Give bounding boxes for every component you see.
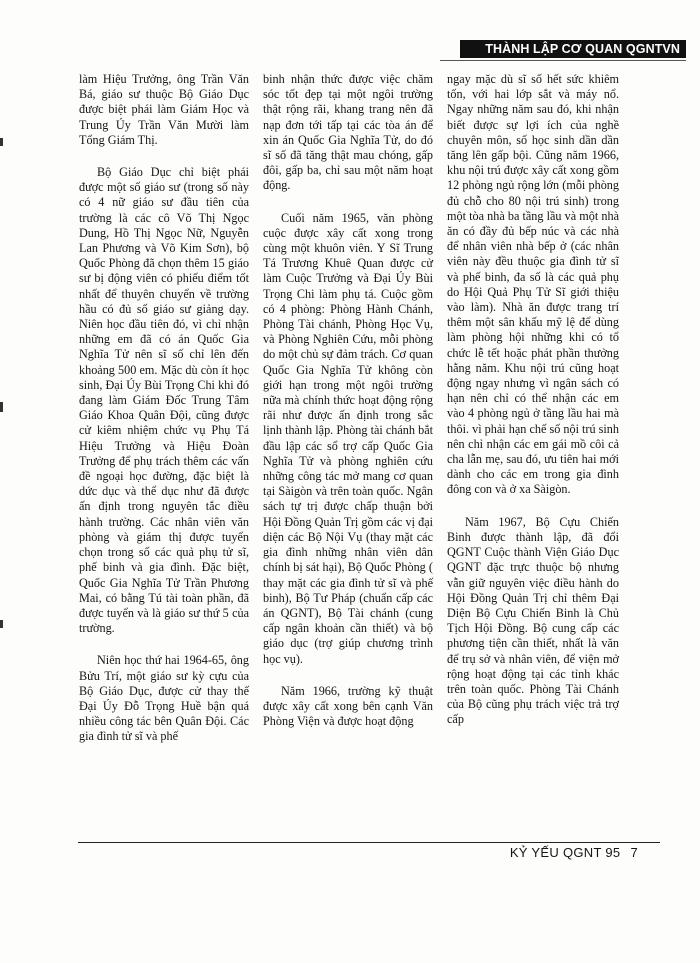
paragraph: làm Hiệu Trưởng, ông Trần Văn Bá, giáo sư thuộc Bộ Giáo Dục được biệt phái làm Giám Học và Trung Úy Trần Văn Mười làm Tổng Giám Thị.	[79, 72, 249, 147]
paragraph: Năm 1966, trường kỹ thuật được xây cất xong bên cạnh Văn Phòng Viện và được hoạt động	[263, 683, 433, 729]
scan-edge-mark	[0, 620, 3, 628]
paragraph: Bộ Giáo Dục chỉ biệt phái được một số giáo sư (trong số này có 4 nữ giáo sư đầu tiên của trường là các cô Võ Thị Ngọc Dung, Hồ Thị Ngọc Nữ, Nguyễn Lan Phương và Võ Kim Sơn), bộ Quốc Phòng đã chọn thêm 15 giáo sư bị động viên có phiếu điểm tốt nhất để thuyên chuyển về trường hầu có đủ số giáo sư giảng dạy. Niên học đầu tiên đó, vì chỉ nhận những em đã có án Quốc Gia Nghĩa Tử nên sĩ số chỉ lên đến khoảng 500 em. Mặc dù còn ít học sinh, Đại Úy Bùi Trọng Chi khi đó đang làm Giám Đốc Trung Tâm Giáo Khoa Quân Đội, cũng được cử kiêm nhiệm chức vụ Phụ Tá Hiệu Trưởng và Hiệu Đoàn Trưởng để phụ trách thêm các vấn đề ngoại học đường, đặc biệt là dức dục và thể dục như đã được ấn định trong nguyên tắc điều hành trường. Các nhân viên văn phòng và giám thị được tuyển chọn trong số các quả phụ tử sĩ, phế binh và gia đình. Đặc biệt, Quốc Gia Nghĩa Tử Trần Phương Mai, có bằng Tú tài toàn phần, đã được tuyển và là giáo sư thứ 5 của trường.	[79, 165, 249, 636]
header-rule	[440, 60, 686, 61]
paragraph: Cuối năm 1965, văn phòng cuộc được xây cất xong trong cùng một khuôn viên. Y Sĩ Trung Tá Trương Khuê Quan được cử làm Cuộc Trưởng và Đại Úy Bùi Trọng Chi làm phụ tá. Cuộc gồm có 4 phòng: Phòng Hành Chánh, Phòng Tài chánh, Phòng Học Vụ, và Phòng Nghiên Cứu, mỗi phòng do một chủ sự đảm trách. Cơ quan Quốc Gia Nghĩa Tử không còn giới hạn trong một ngôi trường nữa mà chính thức hoạt động rộng rãi như được ấn định trong sắc lịnh thành lập. Phòng tài chánh bắt đầu lập các sổ trợ cấp Quốc Gia Nghĩa Tử và phòng nghiên cứu những công tác mở mang cơ quan tại Sàigòn và trên toàn quốc. Ngân sách tự trị được chấp thuận bởi Hội Đồng Quản Trị gồm các vị đại diện các Bộ Nội Vụ (thay mặt các gia đình những nhân viên dân chính bị sát hại), Bộ Quốc Phòng ( thay mặt các gia đình tử sĩ và phế binh), Bộ Tư Pháp (chuẩn cấp các án QGNT), Bộ Tài chánh (cung cấp ngân khoản cần thiết) và bộ giáo dục (trợ giúp chương trình học vụ).	[263, 210, 433, 666]
text-column-2	[263, 72, 433, 746]
paragraph: binh nhận thức được việc chăm sóc tốt đẹp tại một ngôi trường thật rộng rãi, khang trang nên đã nạp đơn tới tấp tại các tòa án để xin án Quốc Gia Nghĩa Tử, do đó sĩ số đã tăng thật mau chóng, gấp đôi, gấp ba, chỉ sau một năm hoạt động.	[263, 72, 433, 193]
section-header: THÀNH LẬP CƠ QUAN QGNTVN	[460, 40, 686, 58]
footer-rule	[78, 842, 660, 843]
paragraph: Năm 1967, Bộ Cựu Chiến Binh được thành lập, đã đổi QGNT Cuộc thành Viện Giáo Dục QGNT đặc trực thuộc bộ nhưng vẫn giữ nguyên việc điều hành do Hội Đồng Quản Trị chỉ thêm Đại Diện Bộ Cựu Chiến Binh là Chủ Tịch Hội Đồng. Bộ cung cấp các phương tiện cần thiết, nhất là văn để trụ sở và nhân viên, để viện mở rộng hoạt động tại các tỉnh khác trên toàn quốc. Phòng Tài Chánh của Bộ cũng phụ trách việc trả trợ cấp	[447, 514, 619, 727]
scan-edge-mark	[0, 138, 3, 146]
page-footer	[510, 845, 638, 860]
paragraph: ngay mặc dù sĩ số hết sức khiêm tốn, với hai lớp sắt và máy nổ. Ngay những năm sau đó, khi nhận biết được sự lợi ích của nghề chuyên môn, số học sinh dần dần tăng lên gấp bội. Cũng năm 1966, khu nội trú được xây cất xong gồm 12 phòng ngủ rộng lớn (mỗi phòng đủ chỗ cho 80 nội trú sinh) trong một tòa nhà ba tầng lầu và một nhà ăn có đầy đủ bếp núc và các nhà để nhân viên nhà bếp ở (các nhân viên này đều thuộc gia đình tử sĩ và phế binh, đa số là các quả phụ do Hội Quả Phụ Tử Sĩ giới thiệu vào làm). Nhà ăn được trang trí thêm một sân khấu mỹ lệ để dùng làm phòng hội những khi có tổ chức lễ tết hoặc phát phần thưởng hằng năm. Khu nội trú cũng hoạt động ngay nhưng vì ngân sách có hạn nên chỉ có thể nhận các em vào 4 phòng ngủ ở tầng lầu hai mà thôi. vì phải hạn chế số nội trú sinh nên chỉ nhận các em gái mồ côi cả cha lẫn mẹ, sau đó, ưu tiên hai mới dành cho các em trong gia đình đông con và ở xa Sàigòn.	[447, 72, 619, 497]
page-number: 7	[630, 845, 638, 860]
scan-edge-mark	[0, 402, 3, 412]
paragraph: Niên học thứ hai 1964-65, ông Bửu Trí, một giáo sư kỳ cựu của Bộ Giáo Dục, được cử thay thế Đại Úy Đỗ Trọng Huề bận quá nhiều công tác bên Quân Đội. Các gia đình tử sĩ và phế	[79, 653, 249, 744]
text-column-3	[447, 72, 619, 745]
publication-title: KỶ YẾU QGNT 95	[509, 845, 621, 860]
text-column-1	[79, 72, 249, 762]
